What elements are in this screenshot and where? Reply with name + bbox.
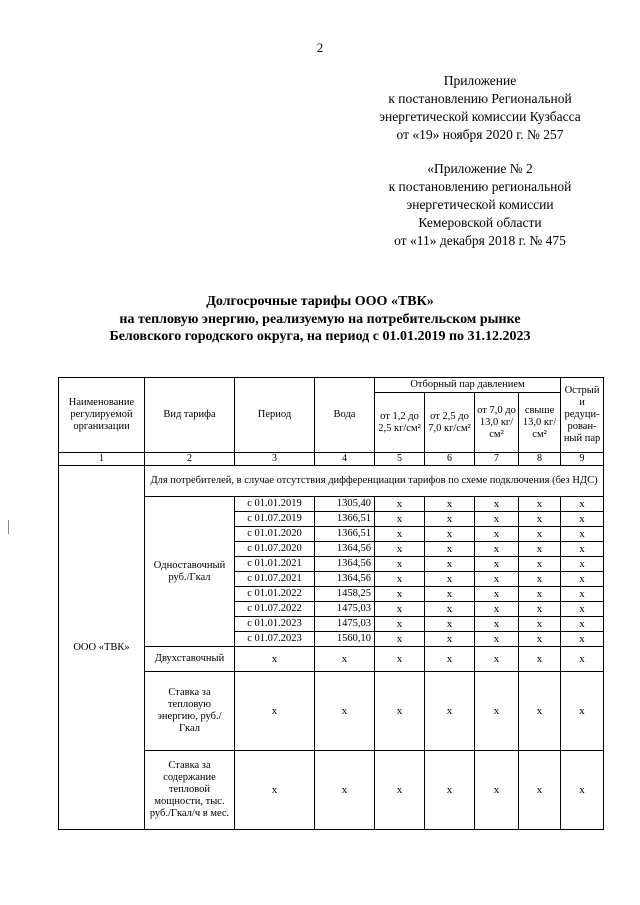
not-applicable-cell: х bbox=[561, 751, 604, 830]
not-applicable-cell: х bbox=[519, 527, 561, 542]
header-org: Наименование регулируемой организации bbox=[59, 378, 145, 453]
not-applicable-cell: х bbox=[519, 512, 561, 527]
two-rate-label: Двухставочный bbox=[145, 647, 235, 672]
not-applicable-cell: х bbox=[561, 497, 604, 512]
not-applicable-cell: х bbox=[475, 557, 519, 572]
water-tariff-cell: 1364,56 bbox=[315, 542, 375, 557]
header-steam-group: Отборный пар давлением bbox=[375, 378, 561, 393]
period-cell: с 01.07.2020 bbox=[235, 542, 315, 557]
not-applicable-cell: х bbox=[375, 557, 425, 572]
appendix-line: энергетической комиссии bbox=[406, 197, 554, 212]
appendix-line: от «19» ноября 2020 г. № 257 bbox=[396, 127, 564, 142]
period-cell: с 01.01.2023 bbox=[235, 617, 315, 632]
not-applicable-cell: х bbox=[475, 647, 519, 672]
not-applicable-cell: х bbox=[475, 542, 519, 557]
appendix-line: «Приложение № 2 bbox=[427, 161, 533, 176]
not-applicable-cell: х bbox=[425, 542, 475, 557]
water-tariff-cell: 1458,25 bbox=[315, 587, 375, 602]
not-applicable-cell: х bbox=[475, 572, 519, 587]
energy-rate-label: Ставка за тепловую энергию, руб./Гкал bbox=[145, 672, 235, 751]
not-applicable-cell: х bbox=[475, 751, 519, 830]
not-applicable-cell: х bbox=[519, 587, 561, 602]
water-tariff-cell: 1364,56 bbox=[315, 557, 375, 572]
not-applicable-cell: х bbox=[375, 647, 425, 672]
appendix-line: Приложение bbox=[443, 73, 517, 88]
column-number: 4 bbox=[315, 453, 375, 466]
not-applicable-cell: х bbox=[425, 632, 475, 647]
water-tariff-cell: 1305,40 bbox=[315, 497, 375, 512]
not-applicable-cell: х bbox=[425, 497, 475, 512]
title-line: Беловского городского округа, на период с 01.01.2019 по 31.12.2023 bbox=[109, 329, 531, 344]
not-applicable-cell: х bbox=[475, 497, 519, 512]
not-applicable-cell: х bbox=[561, 602, 604, 617]
condition-row: Для потребителей, в случае отсутствия дифференциации тарифов по схеме подключения (без НДС) bbox=[145, 466, 604, 497]
not-applicable-cell: х bbox=[235, 647, 315, 672]
not-applicable-cell: х bbox=[519, 542, 561, 557]
header-tariff-type: Вид тарифа bbox=[145, 378, 235, 453]
column-number: 9 bbox=[561, 453, 604, 466]
not-applicable-cell: х bbox=[425, 672, 475, 751]
not-applicable-cell: х bbox=[315, 751, 375, 830]
one-rate-label: Одноставочный руб./Гкал bbox=[145, 497, 235, 647]
water-tariff-cell: 1366,51 bbox=[315, 527, 375, 542]
not-applicable-cell: х bbox=[475, 587, 519, 602]
not-applicable-cell: х bbox=[315, 647, 375, 672]
not-applicable-cell: х bbox=[475, 672, 519, 751]
appendix-line: от «11» декабря 2018 г. № 475 bbox=[394, 233, 566, 248]
not-applicable-cell: х bbox=[425, 557, 475, 572]
not-applicable-cell: х bbox=[519, 672, 561, 751]
column-number: 2 bbox=[145, 453, 235, 466]
column-number: 8 bbox=[519, 453, 561, 466]
not-applicable-cell: х bbox=[425, 572, 475, 587]
title-line: на тепловую энергию, реализуемую на потребительском рынке bbox=[119, 311, 521, 327]
not-applicable-cell: х bbox=[475, 512, 519, 527]
appendix-line: к постановлению Региональной bbox=[388, 91, 572, 106]
not-applicable-cell: х bbox=[375, 672, 425, 751]
not-applicable-cell: х bbox=[561, 672, 604, 751]
not-applicable-cell: х bbox=[375, 572, 425, 587]
not-applicable-cell: х bbox=[235, 672, 315, 751]
not-applicable-cell: х bbox=[425, 587, 475, 602]
column-number: 6 bbox=[425, 453, 475, 466]
period-cell: с 01.07.2023 bbox=[235, 632, 315, 647]
capacity-rate-label: Ставка за содержание тепловой мощности, тыс. руб./Гкал/ч в мес. bbox=[145, 751, 235, 830]
appendix-line: энергетической комиссии Кузбасса bbox=[379, 109, 581, 124]
not-applicable-cell: х bbox=[375, 587, 425, 602]
period-cell: с 01.01.2019 bbox=[235, 497, 315, 512]
period-cell: с 01.01.2022 bbox=[235, 587, 315, 602]
header-pressure-3: от 7,0 до 13,0 кг/см² bbox=[475, 393, 519, 453]
not-applicable-cell: х bbox=[561, 617, 604, 632]
not-applicable-cell: х bbox=[519, 751, 561, 830]
not-applicable-cell: х bbox=[519, 647, 561, 672]
header-period: Период bbox=[235, 378, 315, 453]
not-applicable-cell: х bbox=[561, 542, 604, 557]
header-pressure-4: свыше 13,0 кг/см² bbox=[519, 393, 561, 453]
not-applicable-cell: х bbox=[519, 602, 561, 617]
not-applicable-cell: х bbox=[375, 512, 425, 527]
appendix-block-current bbox=[362, 72, 598, 144]
not-applicable-cell: х bbox=[475, 602, 519, 617]
appendix-block-original bbox=[362, 160, 598, 250]
not-applicable-cell: х bbox=[375, 542, 425, 557]
column-number: 3 bbox=[235, 453, 315, 466]
water-tariff-cell: 1364,56 bbox=[315, 572, 375, 587]
not-applicable-cell: х bbox=[519, 497, 561, 512]
not-applicable-cell: х bbox=[475, 632, 519, 647]
not-applicable-cell: х bbox=[425, 751, 475, 830]
title-line: Долгосрочные тарифы ООО «ТВК» bbox=[206, 294, 434, 309]
not-applicable-cell: х bbox=[425, 527, 475, 542]
not-applicable-cell: х bbox=[375, 751, 425, 830]
period-cell: с 01.01.2021 bbox=[235, 557, 315, 572]
water-tariff-cell: 1475,03 bbox=[315, 617, 375, 632]
not-applicable-cell: х bbox=[519, 617, 561, 632]
not-applicable-cell: х bbox=[561, 647, 604, 672]
not-applicable-cell: х bbox=[519, 572, 561, 587]
not-applicable-cell: х bbox=[315, 672, 375, 751]
period-cell: с 01.07.2019 bbox=[235, 512, 315, 527]
column-number: 1 bbox=[59, 453, 145, 466]
not-applicable-cell: х bbox=[375, 497, 425, 512]
not-applicable-cell: х bbox=[425, 617, 475, 632]
water-tariff-cell: 1366,51 bbox=[315, 512, 375, 527]
header-pressure-2: от 2,5 до 7,0 кг/см² bbox=[425, 393, 475, 453]
document-title bbox=[0, 293, 640, 346]
not-applicable-cell: х bbox=[425, 512, 475, 527]
not-applicable-cell: х bbox=[519, 557, 561, 572]
appendix-line: к постановлению региональной bbox=[388, 179, 572, 194]
header-pressure-1: от 1,2 до 2,5 кг/см² bbox=[375, 393, 425, 453]
not-applicable-cell: х bbox=[561, 512, 604, 527]
scan-artifact bbox=[8, 520, 9, 534]
tariff-table bbox=[58, 377, 604, 830]
water-tariff-cell: 1475,03 bbox=[315, 602, 375, 617]
not-applicable-cell: х bbox=[425, 602, 475, 617]
not-applicable-cell: х bbox=[375, 527, 425, 542]
not-applicable-cell: х bbox=[561, 572, 604, 587]
page-number: 2 bbox=[316, 40, 324, 55]
appendix-line: Кемеровской области bbox=[418, 215, 542, 230]
not-applicable-cell: х bbox=[561, 587, 604, 602]
org-cell: ООО «ТВК» bbox=[59, 466, 145, 830]
period-cell: с 01.07.2021 bbox=[235, 572, 315, 587]
not-applicable-cell: х bbox=[519, 632, 561, 647]
period-cell: с 01.07.2022 bbox=[235, 602, 315, 617]
header-water: Вода bbox=[315, 378, 375, 453]
not-applicable-cell: х bbox=[235, 751, 315, 830]
not-applicable-cell: х bbox=[475, 527, 519, 542]
period-cell: с 01.01.2020 bbox=[235, 527, 315, 542]
not-applicable-cell: х bbox=[375, 632, 425, 647]
column-number: 5 bbox=[375, 453, 425, 466]
water-tariff-cell: 1560,10 bbox=[315, 632, 375, 647]
not-applicable-cell: х bbox=[375, 617, 425, 632]
not-applicable-cell: х bbox=[561, 527, 604, 542]
not-applicable-cell: х bbox=[375, 602, 425, 617]
not-applicable-cell: х bbox=[561, 632, 604, 647]
column-number: 7 bbox=[475, 453, 519, 466]
not-applicable-cell: х bbox=[561, 557, 604, 572]
not-applicable-cell: х bbox=[425, 647, 475, 672]
header-sharp-steam: Острый и редуци-рован-ный пар bbox=[561, 378, 604, 453]
not-applicable-cell: х bbox=[475, 617, 519, 632]
